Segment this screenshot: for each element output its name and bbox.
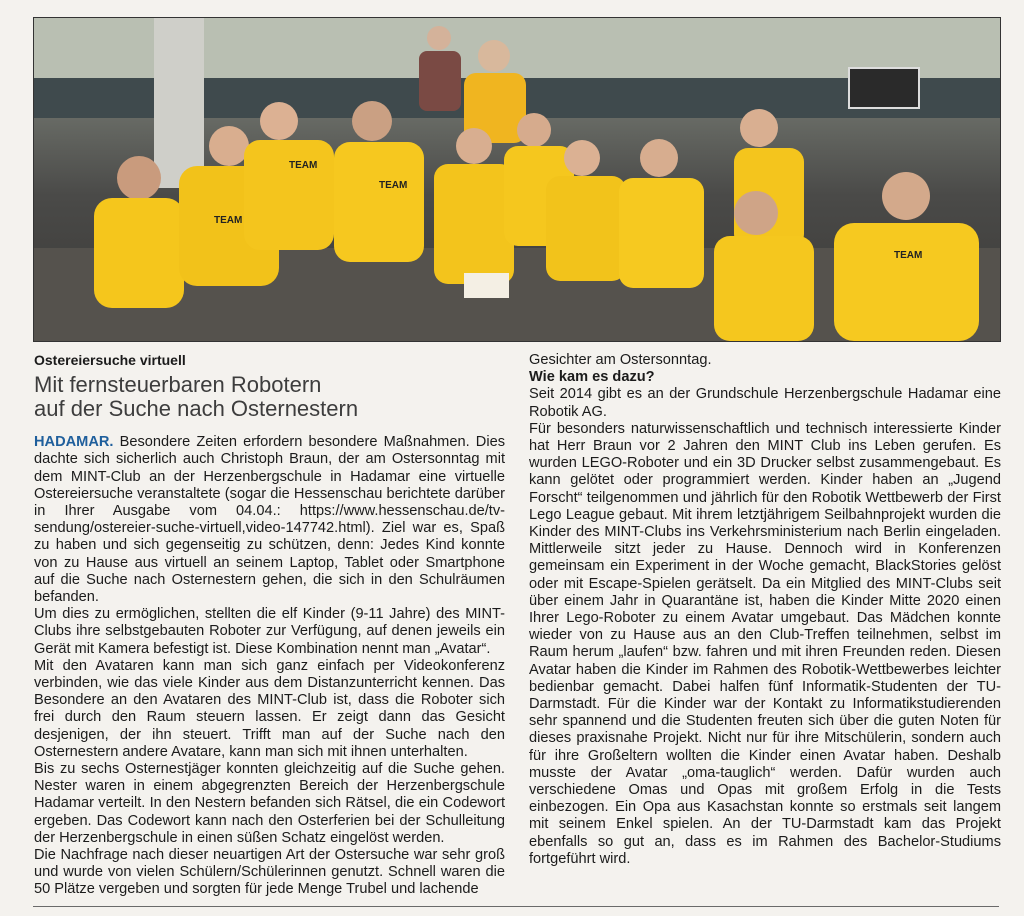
paragraph-6: Seit 2014 gibt es an der Grundschule Herzenbergschule Hadamar eine Robotik AG.	[529, 386, 1001, 420]
woman-head	[427, 26, 451, 50]
shirt-label: TEAM	[379, 180, 408, 191]
article-photo	[33, 17, 1001, 342]
shirt-label: TEAM	[214, 215, 243, 226]
headline-line-1: Mit fernsteuerbaren Robotern	[34, 372, 322, 398]
shirt-label: TEAM	[289, 160, 318, 171]
paragraph-7: Für besonders naturwissenschaftlich und technisch interessierte Kinder hat Herr Braun vor 2 Jahren den MINT Club ins Leben gerufen. Es wurden LEGO-Roboter und ein 3D Drucker selbst zusammengebaut. Es kann gelötet oder programmiert werden. Kinder haben an „Jugend Forscht“ teilgenommen und jährlich für den Robotik Wettbewerb der First Lego League gebaut. Mit ihrem letztjährigem Seilbahnprojekt wurden die Kinder des MINT-Clubs ins Verkehrsministerium nach Berlin eingeladen. Mittlerweile sitzt jeder zu Hause. Dennoch wird in Konferenzen gemeinsam ein Experiment in der Woche gemacht, BlackStories gelöst oder mit Escape-Spielen gerätselt. Da ein Mitglied des MINT-Clubs seit über einem Jahr in Quarantäne ist, haben die Kinder Mitte 2020 einen Ihrer Lego-Roboter zu einem Avatar umgebaut. Das Mädchen konnte wieder von zu Hause aus an den Club-Treffen teilnehmen, selbst im Raum herum „laufen“ bzw. fahren und mit ihren Freunden reden. Diesen Avatar haben die Kinder im Rahmen des Robotik-Wettbewerbes leichter bedienbar gemacht. Dabei halfen fünf Informatik-Studenten der TU-Darmstadt. Für die Kinder war der Kontakt zu Informatikstudierenden sehr spannend und die Studenten freuten sich über die guten Noten für dieses praxisnahe Projekt. Nicht nur für ihre Mitschülerin, sondern auch für ihre Großeltern wollten die Kinder einen Avatar haben. Deshalb musste der Avatar „oma-tauglich“ werden. Dafür wurden auch verschiedene Omas und Opas mit großem Erfolg in die Tests einbezogen. Ein Opa aus Kasachstan konnte so erstmals seit langem mit seinem Enkel spielen. An der TU-Darmstadt kam das Projekt ebenfalls so gut an, dass es im Rahmen des Bachelor-Studiums fortgeführt wird.	[529, 420, 1001, 867]
group-photo	[34, 18, 1000, 341]
bottom-rule	[33, 906, 999, 907]
woman-body	[419, 51, 461, 111]
adult-head	[478, 40, 510, 72]
paragraph-2: Um dies zu ermöglichen, stellten die elf Kinder (9-11 Jahre) des MINT-Clubs ihre selbstgebauten Roboter zur Verfügung, auf denen jeweils ein Gerät mit Kamera befestigt ist. Diese Kombination nennt man „Avatar“.	[34, 606, 505, 657]
paragraph-1	[34, 434, 505, 606]
headline-line-2: auf der Suche nach Osternestern	[34, 396, 359, 422]
shirt-label: TEAM	[894, 250, 923, 261]
article-subhead: Wie kam es dazu?	[529, 369, 655, 386]
article-headline	[34, 373, 505, 421]
dateline: HADAMAR.	[34, 434, 114, 451]
paper-sheet	[464, 273, 509, 298]
column-left	[34, 352, 505, 899]
paragraph-1-text: Besondere Zeiten erfordern besondere Maßnahmen. Dies dachte sich sicherlich auch Christoph Braun, der am Ostersonntag mit dem MINT-Club an der Herzenbergschule in Hadamar eine virtuelle Ostereiersuche veranstaltete (sogar die Hessenschau berichtete darüber in Ihrer Ausgabe vom 04.04.: https://www.hessenschau.de/tv-sendung/ostereier-suche-virtuell,video-147742.html). Ziel war es, Spaß zu haben und sich gegenseitig zu schützen, denn: Jedes Kind konnte von zu Hause aus virtuell an seinem Laptop, Tablet oder Smartphone auf die Suche nach Osternestern gehen, die sich in den Schulräumen befanden.	[34, 434, 505, 606]
column-right	[529, 352, 1001, 868]
paragraph-4: Bis zu sechs Osternestjäger konnten gleichzeitig auf die Suche gehen. Nester waren in einem abgegrenzten Bereich der Herzenbergschule Hadamar verteilt. In den Nestern befanden sich Rätsel, die ein Codewort ergeben. Das Codewort kann nach den Osterferien bei der Schulleitung der Herzenbergschule in einen süßen Schatz eingelöst werden.	[34, 761, 505, 846]
article-kicker: Ostereiersuche virtuell	[34, 352, 186, 368]
pillar	[154, 18, 204, 188]
paragraph-5-continued: Gesichter am Ostersonntag.	[529, 352, 712, 368]
paragraph-5: Die Nachfrage nach dieser neuartigen Art der Ostersuche war sehr groß und wurde von vielen Schülern/Schülerinnen genutzt. Schnell waren die 50 Plätze vergeben und sorgten für jede Menge Trubel und lachende	[34, 847, 505, 898]
paragraph-3: Mit den Avataren kann man sich ganz einfach per Videokonferenz verbinden, wie das viele Kinder aus dem Distanzunterricht kennen. Das Besondere an den Avataren des MINT-Club ist, dass die Roboter sich frei durch den Raum steuern lassen. Er zeigt dann das Gesicht desjenigen, der ihn steuert. Trifft man auf der Suche nach den Osternestern andere Avatare, kann man sich mit ihnen unterhalten.	[34, 657, 505, 760]
laptop	[849, 68, 919, 108]
